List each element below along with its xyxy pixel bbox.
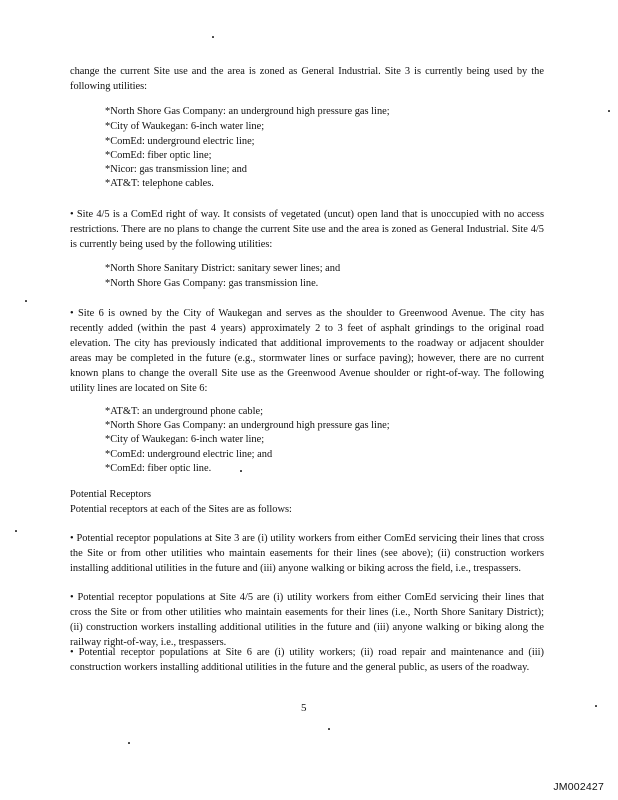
site3-utility-item: *ComEd: fiber optic line;: [105, 150, 212, 161]
receptors-heading: Potential Receptors: [70, 489, 152, 500]
site3-utility-item: *North Shore Gas Company: an underground high pressure gas line;: [105, 106, 390, 117]
site45-paragraph: • Site 4/5 is a ComEd right of way. It consists of vegetated (uncut) open land that is unoccupied with no access restrictions. There are no plans to change the current Site use and the area is zoned as General Industrial. Site 4/5 is currently being used by the following utilities:: [70, 209, 544, 250]
site3-utility-item: *ComEd: underground electric line;: [105, 136, 255, 147]
site3-utility-item: *AT&T: telephone cables.: [105, 178, 214, 189]
page-number: 5: [301, 702, 307, 714]
receptor-item-site3: • Potential receptor populations at Site 3 are (i) utility workers from either ComEd servicing their lines that cross the Site or from other utilities who maintain easements for their lines (see above); (ii) construction workers installing additional utilities in the future and (iii) anyone walking or biking across the field, i.e., trespassers.: [70, 533, 544, 574]
site3-utility-item: *City of Waukegan: 6-inch water line;: [105, 121, 265, 132]
site6-paragraph: • Site 6 is owned by the City of Waukegan and serves as the shoulder to Greenwood Avenue. The city has recently added (within the past 4 years) approximately 2 to 3 feet of asphalt grindings to the original road elevation. The city has previously indicated that additional improvements to the roadway or adjacent shoulder areas may be completed in the future (e.g., stormwater lines or surface paving); however, there are no current known plans to change the overall Site use as the Greenwood Avenue shoulder or right-of-way. The following utility lines are located on Site 6:: [70, 308, 544, 394]
intro-paragraph: change the current Site use and the area is zoned as General Industrial. Site 3 is currently being used by the following utilities:: [70, 66, 544, 92]
scan-speck: [212, 36, 214, 38]
receptor-item-site45: • Potential receptor populations at Site 4/5 are (i) utility workers from either ComEd servicing their lines that cross the Site or from other utilities who maintain easements for their lines (i.e., North Shore Sanitary District); (ii) construction workers installing additional utilities in the future and (iii) anyone walking or biking along the railway right-of-way, i.e., trespassers.: [70, 592, 544, 648]
scan-speck: [15, 530, 17, 532]
scan-speck: [595, 705, 597, 707]
receptors-intro: Potential receptors at each of the Sites are as follows:: [70, 504, 292, 515]
site3-utility-item: *Nicor: gas transmission line; and: [105, 164, 247, 175]
scan-speck: [25, 300, 27, 302]
site6-utility-item: *City of Waukegan: 6-inch water line;: [105, 434, 265, 445]
scan-speck: [128, 742, 130, 744]
document-id: JM002427: [553, 781, 604, 793]
site6-utility-item: *AT&T: an underground phone cable;: [105, 406, 263, 417]
scan-speck: [240, 470, 242, 472]
site45-utility-item: *North Shore Gas Company: gas transmission line.: [105, 278, 319, 289]
site45-utility-item: *North Shore Sanitary District: sanitary sewer lines; and: [105, 263, 341, 274]
site6-utility-item: *ComEd: underground electric line; and: [105, 449, 273, 460]
site6-utility-item: *North Shore Gas Company: an underground high pressure gas line;: [105, 420, 390, 431]
scan-speck: [328, 728, 330, 730]
receptor-item-site6: • Potential receptor populations at Site 6 are (i) utility workers; (ii) road repair and maintenance and (iii) construction workers installing additional utilities in the future and the general public, as users of the roadway.: [70, 647, 544, 673]
site6-utility-item: *ComEd: fiber optic line.: [105, 463, 212, 474]
scan-speck: [608, 110, 610, 112]
